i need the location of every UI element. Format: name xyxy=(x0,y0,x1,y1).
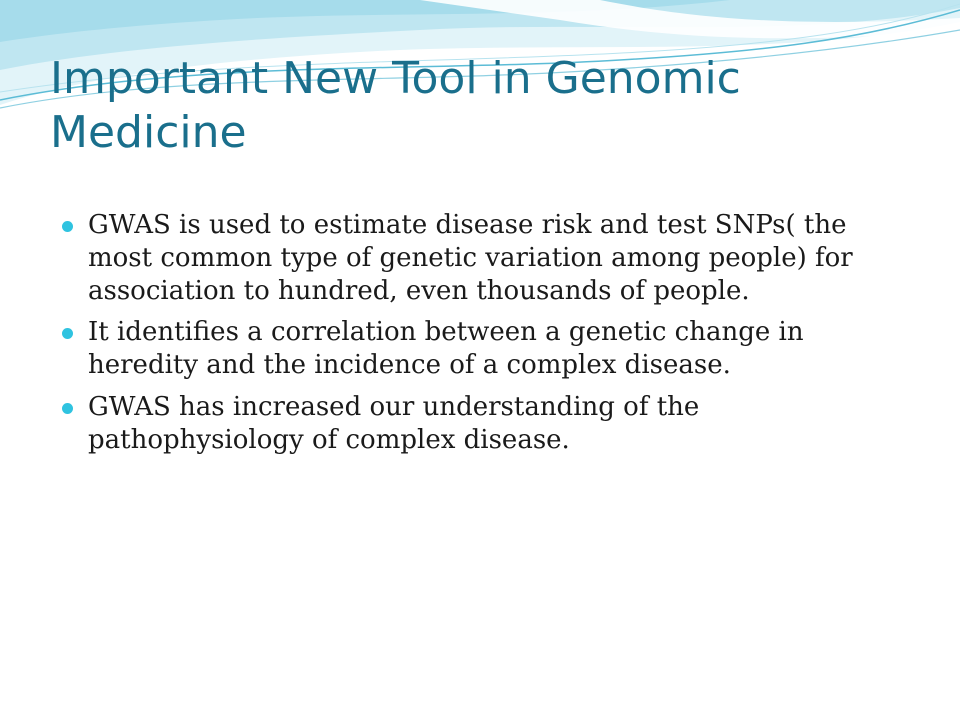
bullet-text: GWAS has increased our understanding of the pathophysiology of complex disease. xyxy=(88,391,700,455)
bullet-text: It identifies a correlation between a genetic change in heredity and the incidence of a complex disease. xyxy=(88,317,804,380)
bullet-dot-icon xyxy=(62,403,73,414)
bullet-item xyxy=(62,209,912,307)
bullet-text: GWAS is used to estimate disease risk and test SNPs( the most common type of genetic variation among people) for association to hundred, even thousands of people. xyxy=(88,210,853,306)
bullet-dot-icon xyxy=(62,328,73,339)
bullet-dot-icon xyxy=(62,221,73,232)
bullet-item xyxy=(62,316,912,382)
slide-title: Important New Tool in Genomic Medicine xyxy=(50,53,741,158)
bullet-list xyxy=(62,209,912,465)
bullet-item xyxy=(62,391,912,457)
